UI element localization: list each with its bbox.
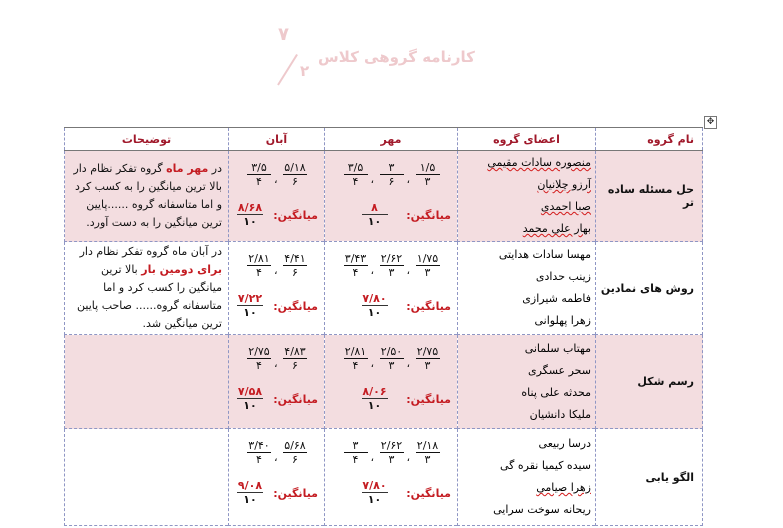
group-members: [458, 242, 596, 335]
score-fraction: [379, 161, 405, 189]
score-numerator: ۲/۶۲: [380, 439, 403, 452]
group-row: [65, 151, 703, 242]
score-numerator: ۲/۸۱: [344, 345, 367, 358]
mehr-scores: [325, 335, 458, 429]
member-name: درسا ربیعی: [538, 437, 591, 450]
score-numerator: ۴/۸۳: [284, 345, 306, 358]
description-highlight: برای دومین بار: [141, 263, 222, 276]
average-numerator: ۷/۸۰: [362, 292, 387, 305]
score-denominator: ۳: [424, 453, 431, 466]
score-fraction: [415, 161, 441, 189]
average-fraction: [237, 385, 263, 412]
score-denominator: ۳: [388, 359, 395, 372]
score-denominator: ۴: [352, 175, 359, 188]
member-name: محدثه علی پناه: [521, 385, 591, 399]
average-fraction: [362, 385, 388, 412]
score-fraction: [379, 252, 405, 280]
header-mehr: مهر: [325, 128, 458, 151]
average-fraction: [362, 292, 388, 319]
group-name: الگو یابی: [596, 429, 703, 526]
header-members: اعضای گروه: [458, 128, 596, 151]
aban-scores: [229, 242, 325, 335]
member-name: زینب حدادی: [535, 270, 591, 283]
score-separator: ،: [406, 451, 411, 464]
average-denominator: ۱۰: [367, 215, 382, 228]
score-numerator: ۲/۵۰: [380, 345, 403, 358]
average-label: میانگین:: [273, 487, 318, 500]
average-denominator: ۱۰: [243, 306, 257, 319]
member-name: منصوره سادات مقیمی: [487, 156, 591, 169]
member-name: ملیکا دانشیان: [529, 407, 591, 421]
score-separator: ،: [370, 357, 375, 370]
title-fraction-slash: [277, 54, 298, 86]
score-numerator: ۳: [352, 439, 359, 452]
average-fraction: [237, 479, 263, 506]
score-fraction: [246, 345, 272, 373]
average-numerator: ۸/۶۸: [237, 201, 263, 214]
member-name: ریحانه سوخت سرایی: [493, 503, 591, 516]
score-numerator: ۳/۴۳: [344, 252, 367, 265]
average-denominator: ۱۰: [243, 493, 257, 506]
title-fraction-denominator: ۲: [300, 62, 310, 80]
average-denominator: ۱۰: [367, 493, 382, 506]
aban-scores: [229, 151, 325, 242]
average-label: میانگین:: [406, 209, 451, 222]
score-separator: ،: [406, 264, 411, 277]
score-numerator: ۲/۷۵: [248, 345, 270, 358]
header-aban: آبان: [229, 128, 325, 151]
score-denominator: ۳: [424, 359, 431, 372]
average-label: میانگین:: [406, 300, 451, 313]
average-label: میانگین:: [273, 209, 318, 222]
page-title: کارنامه گروهی کلاس: [318, 48, 475, 66]
score-fraction: [282, 345, 308, 373]
average-fraction: [362, 201, 388, 228]
average-denominator: ۱۰: [367, 306, 382, 319]
score-denominator: ۴: [256, 175, 262, 188]
score-separator: ،: [370, 173, 375, 186]
header-row: [65, 128, 703, 151]
description-text: بالا ترین میانگین را کسب کرد و اما متاسفانه گروه...... صاحب پایین ترین میانگین شد.: [77, 263, 222, 330]
average-label: میانگین:: [406, 393, 451, 406]
mehr-scores: [325, 429, 458, 526]
score-denominator: ۶: [388, 175, 395, 188]
score-denominator: ۶: [292, 453, 298, 466]
score-fraction: [379, 345, 405, 373]
score-separator: ،: [274, 264, 278, 277]
score-fraction: [246, 161, 272, 189]
score-fraction: [282, 161, 308, 189]
score-numerator: ۲/۷۵: [416, 345, 439, 358]
score-fraction: [343, 439, 369, 467]
average-fraction: [362, 479, 388, 506]
score-denominator: ۴: [256, 266, 262, 279]
score-numerator: ۴/۴۱: [284, 252, 306, 265]
member-name: زهرا پهلوانی: [534, 314, 591, 327]
header-desc: توضیحات: [65, 128, 229, 151]
report-table: [64, 127, 703, 526]
score-denominator: ۴: [352, 359, 359, 372]
average-label: میانگین:: [273, 393, 318, 406]
group-members: [458, 335, 596, 429]
score-fraction: [282, 439, 308, 467]
score-denominator: ۴: [352, 266, 359, 279]
average-fraction: [237, 292, 263, 319]
average-numerator: ۷/۲۲: [237, 292, 263, 305]
average-denominator: ۱۰: [367, 399, 382, 412]
average-label: میانگین:: [406, 487, 451, 500]
score-fraction: [415, 439, 441, 467]
title-fraction: [272, 24, 322, 84]
average-denominator: ۱۰: [243, 399, 257, 412]
member-name: صبا احمدی: [540, 200, 591, 213]
average-label: میانگین:: [273, 300, 318, 313]
member-name: آرزو چلانیان: [537, 178, 591, 191]
group-description: [65, 151, 229, 242]
score-numerator: ۲/۶۲: [380, 252, 403, 265]
score-numerator: ۵/۱۸: [284, 161, 306, 174]
member-name: سیده کیمیا نقره گی: [499, 459, 591, 472]
score-numerator: ۳: [388, 161, 395, 174]
average-numerator: ۹/۰۸: [237, 479, 263, 492]
score-numerator: ۳/۵: [347, 161, 364, 174]
score-fraction: [246, 439, 272, 467]
score-separator: ،: [406, 173, 411, 186]
header-group-name: نام گروه: [596, 128, 703, 151]
score-fraction: [282, 252, 308, 280]
group-description: [65, 242, 229, 335]
member-name: زهرا صیامی: [536, 481, 591, 494]
member-name: فاطمه شیرازی: [522, 292, 591, 305]
score-numerator: ۳/۴۰: [248, 439, 270, 452]
score-fraction: [246, 252, 272, 280]
table-move-handle-icon[interactable]: ✥: [704, 116, 717, 129]
score-fraction: [343, 345, 369, 373]
score-denominator: ۶: [292, 175, 298, 188]
member-name: مهتاب سلمانی: [524, 341, 591, 355]
mehr-scores: [325, 151, 458, 242]
score-denominator: ۴: [352, 453, 359, 466]
group-name: رسم شکل: [596, 335, 703, 429]
score-fraction: [415, 252, 441, 280]
member-name: مهسا سادات هدایتی: [498, 248, 591, 261]
group-members: [458, 429, 596, 526]
average-numerator: ۷/۸۰: [362, 479, 387, 492]
group-description: [65, 335, 229, 429]
aban-scores: [229, 429, 325, 526]
score-numerator: ۵/۶۸: [284, 439, 306, 452]
score-numerator: ۱/۵: [419, 161, 436, 174]
score-separator: ،: [370, 451, 375, 464]
score-denominator: ۴: [256, 453, 262, 466]
score-denominator: ۶: [292, 359, 298, 372]
group-name: حل مسئله ساده تر: [596, 151, 703, 242]
mehr-scores: [325, 242, 458, 335]
description-text: در: [208, 162, 222, 175]
aban-scores: [229, 335, 325, 429]
score-denominator: ۳: [388, 453, 395, 466]
group-row: [65, 335, 703, 429]
score-fraction: [415, 345, 441, 373]
score-numerator: ۳/۵: [251, 161, 267, 174]
score-fraction: [343, 161, 369, 189]
average-numerator: ۷/۵۸: [237, 385, 263, 398]
score-denominator: ۳: [424, 266, 431, 279]
average-numerator: ۸/۰۶: [362, 385, 387, 398]
description-text: در آبان ماه گروه تفکر نظام دار: [79, 245, 222, 258]
score-separator: ،: [406, 357, 411, 370]
group-description: [65, 429, 229, 526]
description-highlight: مهر ماه: [166, 162, 209, 175]
average-denominator: ۱۰: [243, 215, 257, 228]
score-numerator: ۱/۷۵: [416, 252, 439, 265]
score-denominator: ۶: [292, 266, 298, 279]
description-text: گروه تفکر نظام دار بالا ترین میانگین را به کسب کرد و اما متاسفانه گروه ......پایین ترین میانگین را به دست آورد.: [73, 162, 222, 229]
score-fraction: [343, 252, 369, 280]
group-name: روش های نمادین: [596, 242, 703, 335]
score-separator: ،: [274, 451, 278, 464]
score-numerator: ۲/۸۱: [248, 252, 270, 265]
score-fraction: [379, 439, 405, 467]
member-name: بهار علی محمد: [522, 222, 591, 235]
score-denominator: ۳: [424, 175, 431, 188]
group-members: [458, 151, 596, 242]
score-separator: ،: [274, 357, 278, 370]
average-numerator: ۸: [371, 201, 378, 214]
score-separator: ،: [274, 173, 278, 186]
average-fraction: [237, 201, 263, 228]
group-row: [65, 429, 703, 526]
score-numerator: ۲/۱۸: [416, 439, 439, 452]
member-name: سحر عسگری: [527, 363, 591, 377]
score-separator: ،: [370, 264, 375, 277]
score-denominator: ۴: [256, 359, 262, 372]
score-denominator: ۳: [388, 266, 395, 279]
group-row: [65, 242, 703, 335]
title-fraction-numerator: ۷: [278, 24, 289, 45]
